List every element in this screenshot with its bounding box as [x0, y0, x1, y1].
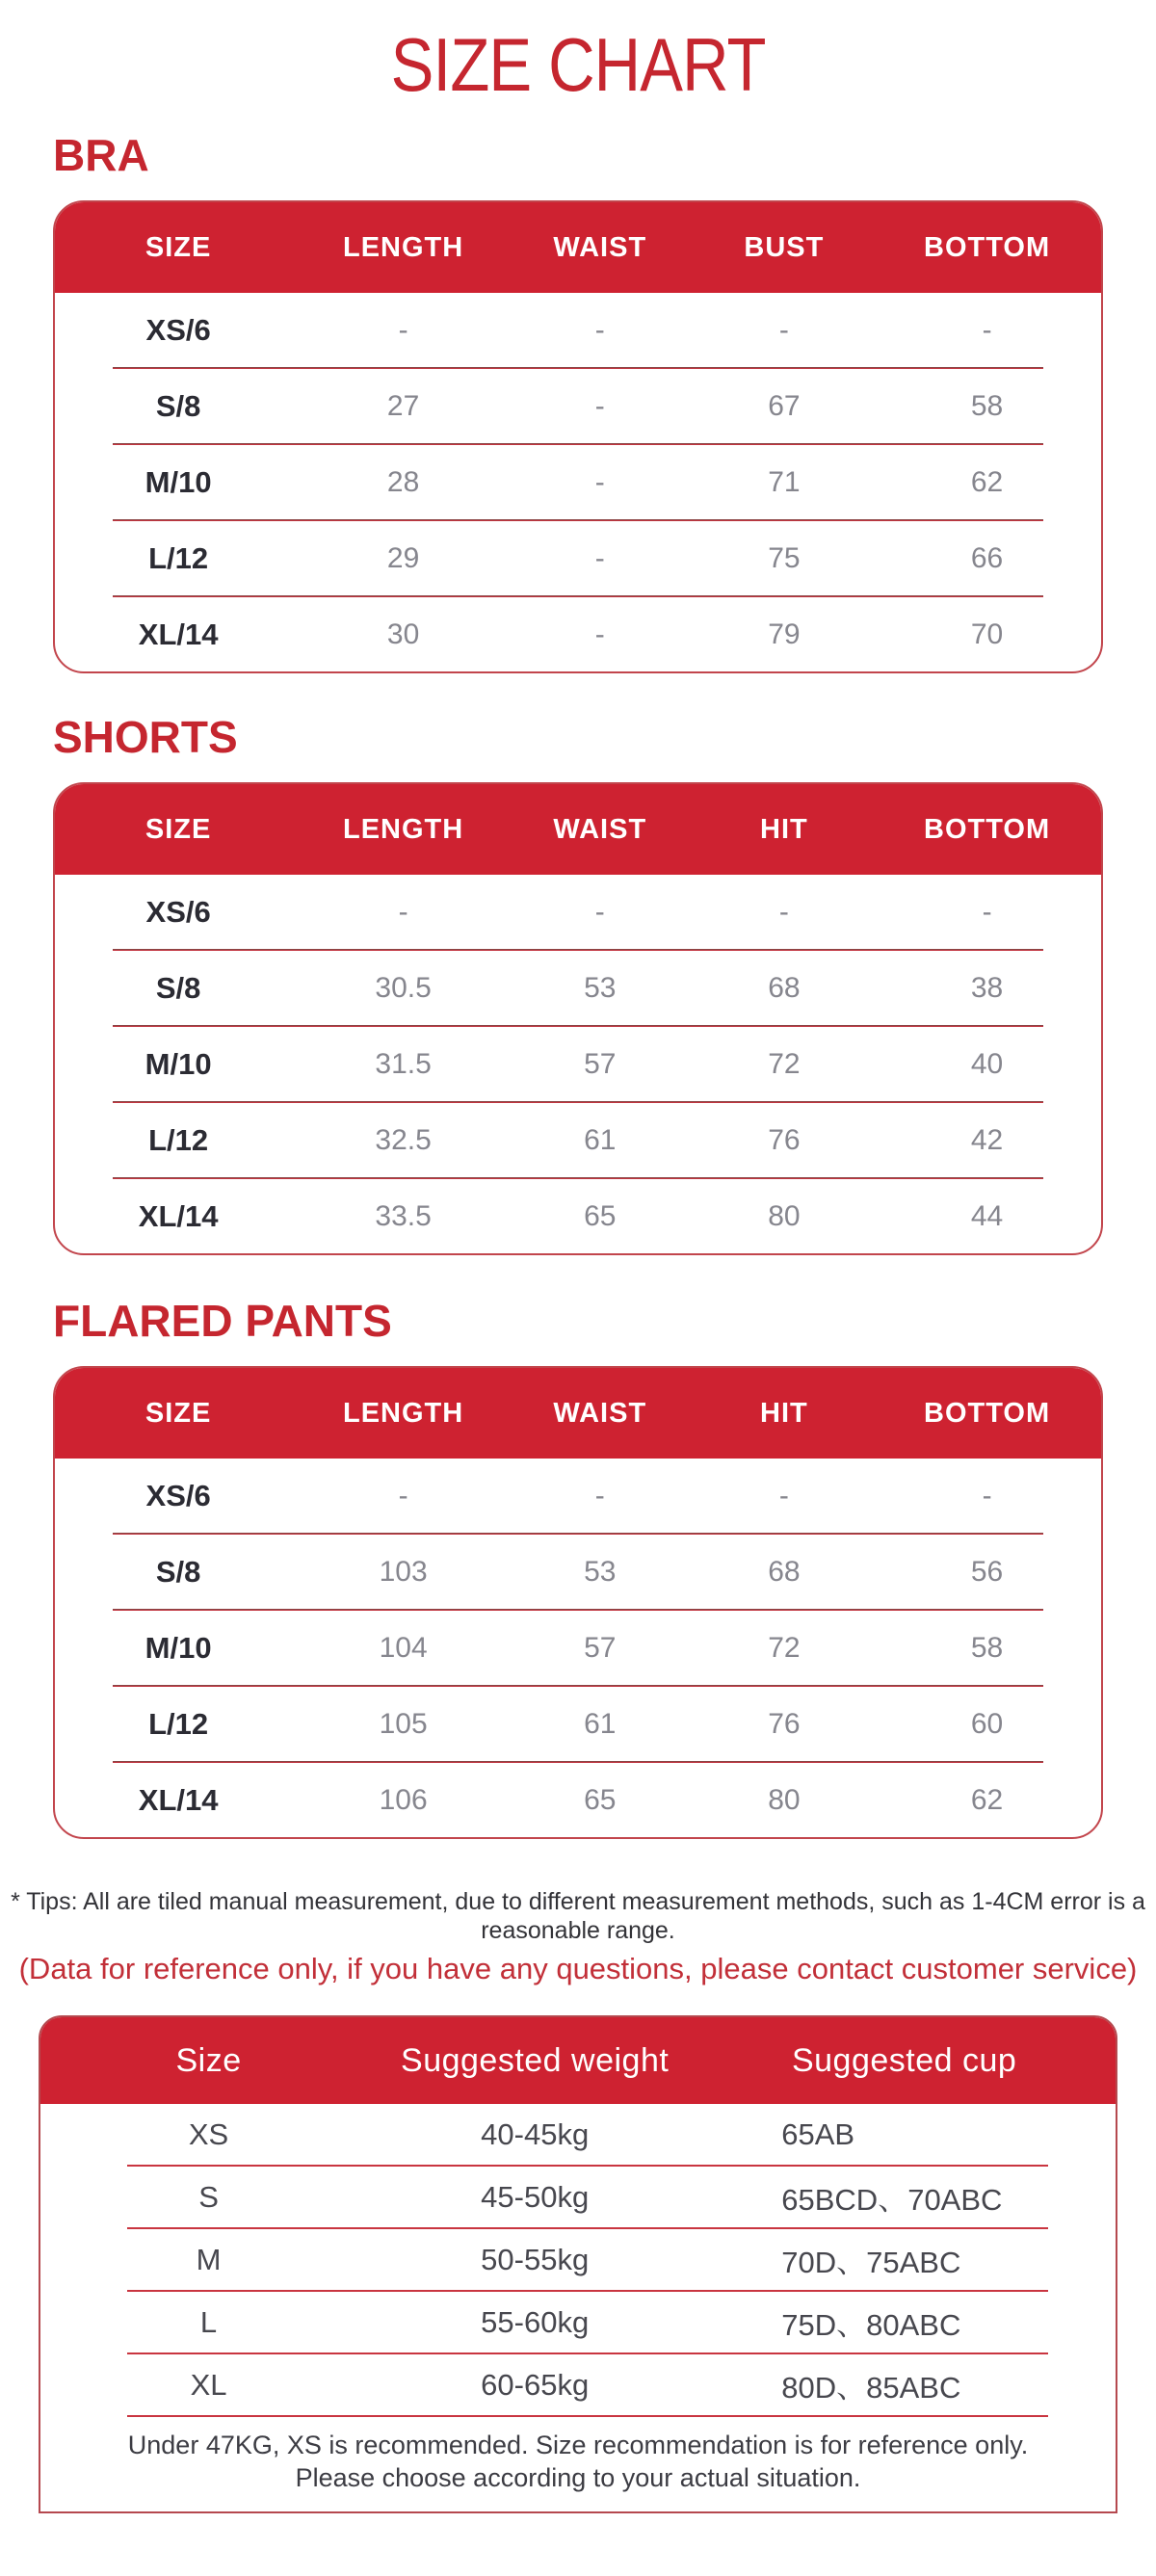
table-row [55, 1459, 1101, 1533]
recommendation-note-line1: Under 47KG, XS is recommended. Size recommendation is for reference only. [127, 2431, 1029, 2460]
value-cell: 42 [970, 1123, 1004, 1156]
size-cell: XL/14 [138, 1198, 219, 1233]
table-row [55, 1027, 1101, 1101]
size-cell: M/10 [144, 464, 212, 499]
value-cell: 65 [584, 1199, 617, 1232]
value-cell: 76 [768, 1707, 801, 1740]
column-header-length: LENGTH [343, 1397, 464, 1429]
value-cell: 61 [584, 1123, 617, 1156]
table-row [55, 597, 1101, 671]
value-cell: - [982, 313, 992, 346]
section-heading-flared-pants: FLARED PANTS [53, 1296, 392, 1346]
column-header-size: Size [175, 2041, 242, 2079]
column-header-hit: HIT [760, 813, 808, 845]
size-cell: M/10 [144, 1046, 212, 1081]
table-header-row [40, 2017, 1116, 2104]
size-cell: L/12 [148, 1706, 209, 1741]
bra-size-table [53, 200, 1103, 673]
value-cell: 31.5 [375, 1047, 432, 1080]
value-cell: - [594, 895, 605, 928]
column-header-size: SIZE [144, 1397, 212, 1429]
value-cell: - [398, 895, 408, 928]
size-cell: M [196, 2242, 222, 2276]
value-cell: 32.5 [375, 1123, 432, 1156]
value-cell: 72 [768, 1047, 801, 1080]
cup-cell: 65AB [781, 2116, 855, 2151]
section-heading-shorts: SHORTS [53, 712, 238, 762]
value-cell: 53 [584, 1555, 617, 1588]
column-header-waist: WAIST [553, 813, 647, 845]
value-cell: 68 [768, 1555, 801, 1588]
cup-cell: 65BCD、70ABC [781, 2183, 1003, 2218]
shorts-size-table [53, 782, 1103, 1255]
table-body [55, 875, 1101, 1253]
table-row [40, 2229, 1116, 2290]
column-header-bottom: BOTTOM [924, 813, 1051, 845]
table-row [55, 521, 1101, 595]
size-cell: XL [190, 2367, 227, 2402]
value-cell: 68 [768, 971, 801, 1004]
recommendation-note-line2: Please choose according to your actual situation. [295, 2463, 861, 2493]
weight-cell: 50-55kg [481, 2242, 590, 2276]
value-cell: - [594, 618, 605, 650]
size-cell: S/8 [155, 970, 201, 1005]
size-cell: L [199, 2304, 218, 2339]
size-chart-page [0, 22, 1156, 2576]
cup-cell: 75D、80ABC [781, 2308, 961, 2343]
table-row [55, 1103, 1101, 1177]
value-cell: - [594, 313, 605, 346]
value-cell: 72 [768, 1631, 801, 1664]
value-cell: - [594, 1479, 605, 1511]
size-cell: XS [188, 2116, 229, 2151]
value-cell: 70 [970, 618, 1004, 650]
size-cell: XS/6 [145, 894, 211, 929]
measurement-tips-note: * Tips: All are tiled manual measurement, due to different measurement methods, such as 1-4CM error is a reasonable range. [11, 1888, 1145, 1944]
size-cell: S/8 [155, 1554, 201, 1589]
column-header-waist: WAIST [553, 1397, 647, 1429]
weight-cell: 45-50kg [481, 2179, 590, 2214]
column-header-length: LENGTH [343, 231, 464, 263]
value-cell: 58 [970, 1631, 1004, 1664]
value-cell: 71 [768, 465, 801, 498]
value-cell: 57 [584, 1631, 617, 1664]
weight-cell: 60-65kg [481, 2367, 590, 2402]
recommendation-note [40, 2429, 1116, 2511]
value-cell: 60 [970, 1707, 1004, 1740]
cup-cell: 70D、75ABC [781, 2246, 961, 2280]
value-cell: 76 [768, 1123, 801, 1156]
value-cell: 44 [970, 1199, 1004, 1232]
size-cell: S [198, 2179, 219, 2214]
value-cell: - [778, 895, 789, 928]
table-header-row [55, 784, 1101, 875]
value-cell: 38 [970, 971, 1004, 1004]
size-cell: M/10 [144, 1630, 212, 1665]
value-cell: - [594, 465, 605, 498]
table-row [40, 2104, 1116, 2165]
column-header-suggested-cup: Suggested cup [791, 2041, 1017, 2079]
value-cell: 105 [379, 1707, 428, 1740]
value-cell: 104 [379, 1631, 428, 1664]
table-row [40, 2354, 1116, 2415]
table-row [55, 369, 1101, 443]
column-header-size: SIZE [144, 231, 212, 263]
value-cell: 57 [584, 1047, 617, 1080]
column-header-hit: HIT [760, 1397, 808, 1429]
table-header-row [55, 202, 1101, 293]
value-cell: 28 [386, 465, 420, 498]
size-cell: L/12 [148, 540, 209, 575]
value-cell: 67 [768, 389, 801, 422]
value-cell: - [398, 1479, 408, 1511]
table-row [55, 1687, 1101, 1761]
page-title-text: SIZE CHART [390, 22, 766, 107]
value-cell: 40 [970, 1047, 1004, 1080]
row-divider [127, 2415, 1048, 2417]
value-cell: 61 [584, 1707, 617, 1740]
column-header-bottom: BOTTOM [924, 231, 1051, 263]
table-row [55, 1179, 1101, 1253]
value-cell: 53 [584, 971, 617, 1004]
value-cell: 62 [970, 1783, 1004, 1816]
table-row [55, 951, 1101, 1025]
value-cell: - [982, 895, 992, 928]
table-header-row [55, 1368, 1101, 1459]
table-body [55, 1459, 1101, 1837]
table-row [55, 445, 1101, 519]
weight-cell: 55-60kg [481, 2304, 590, 2339]
value-cell: 62 [970, 465, 1004, 498]
value-cell: 29 [386, 541, 420, 574]
size-cell: XL/14 [138, 1782, 219, 1817]
page-title [0, 22, 1156, 107]
table-row [55, 293, 1101, 367]
value-cell: 58 [970, 389, 1004, 422]
cup-cell: 80D、85ABC [781, 2371, 961, 2405]
value-cell: - [778, 1479, 789, 1511]
table-body [55, 293, 1101, 671]
flared-pants-size-table [53, 1366, 1103, 1839]
value-cell: 75 [768, 541, 801, 574]
value-cell: 65 [584, 1783, 617, 1816]
value-cell: 33.5 [375, 1199, 432, 1232]
size-cell: XS/6 [145, 1478, 211, 1512]
size-tables-area [0, 130, 1156, 1839]
table-row [55, 1611, 1101, 1685]
column-header-bust: BUST [744, 231, 825, 263]
table-row [55, 1535, 1101, 1609]
size-cell: S/8 [155, 388, 201, 423]
value-cell: 66 [970, 541, 1004, 574]
value-cell: 79 [768, 618, 801, 650]
table-row [40, 2167, 1116, 2227]
value-cell: - [398, 313, 408, 346]
value-cell: 80 [768, 1783, 801, 1816]
weight-cell: 40-45kg [481, 2116, 590, 2151]
column-header-length: LENGTH [343, 813, 464, 845]
size-cell: XL/14 [138, 617, 219, 651]
value-cell: - [982, 1479, 992, 1511]
column-header-suggested-weight: Suggested weight [401, 2041, 670, 2079]
value-cell: - [778, 313, 789, 346]
value-cell: 56 [970, 1555, 1004, 1588]
value-cell: - [594, 541, 605, 574]
column-header-size: SIZE [144, 813, 212, 845]
size-recommendation-table [39, 2015, 1117, 2513]
table-row [55, 1763, 1101, 1837]
value-cell: 103 [379, 1555, 428, 1588]
value-cell: - [594, 389, 605, 422]
value-cell: 30.5 [375, 971, 432, 1004]
table-row [55, 875, 1101, 949]
value-cell: 106 [379, 1783, 428, 1816]
size-cell: L/12 [148, 1122, 209, 1157]
column-header-bottom: BOTTOM [924, 1397, 1051, 1429]
value-cell: 80 [768, 1199, 801, 1232]
reference-warning-note: (Data for reference only, if you have any questions, please contact customer service) [18, 1952, 1138, 1985]
size-cell: XS/6 [145, 312, 211, 347]
value-cell: 27 [386, 389, 420, 422]
column-header-waist: WAIST [553, 231, 647, 263]
value-cell: 30 [386, 618, 420, 650]
section-heading-bra: BRA [53, 130, 149, 180]
table-row [40, 2292, 1116, 2353]
